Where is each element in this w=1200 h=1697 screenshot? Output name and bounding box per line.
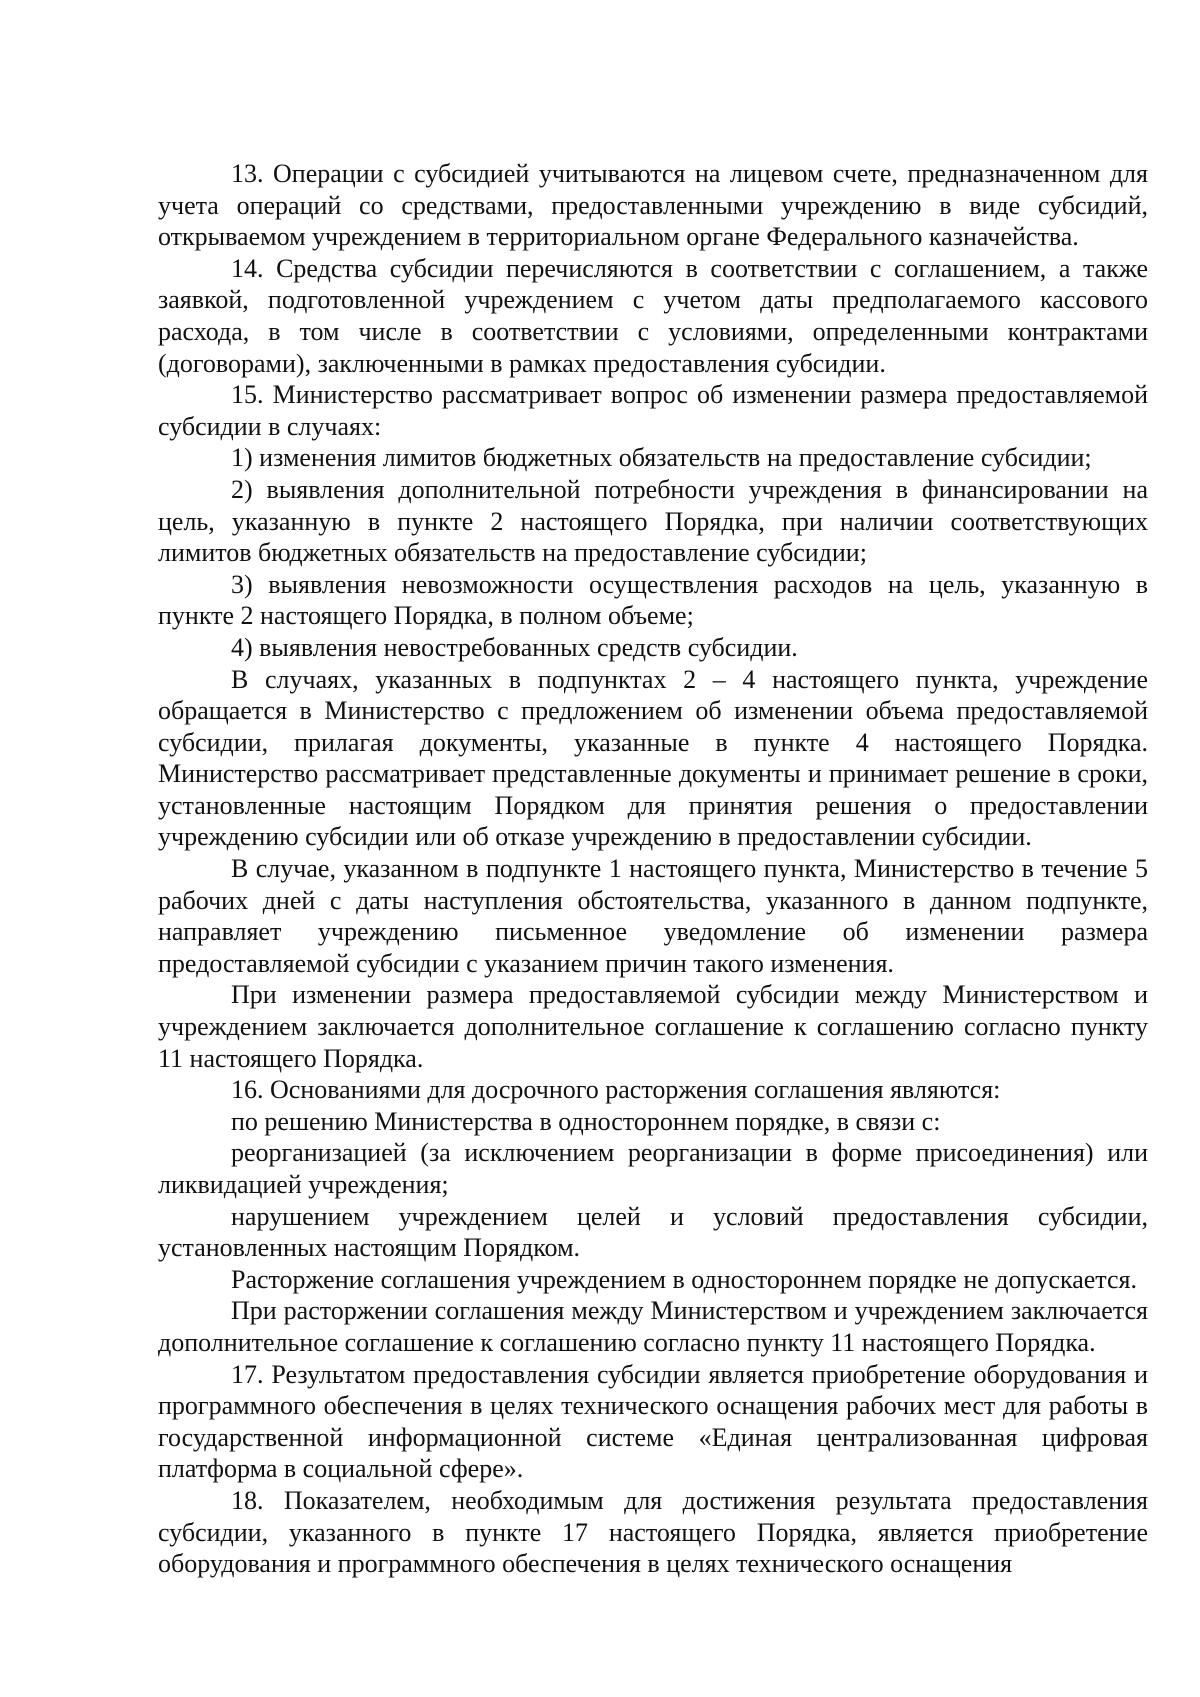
paragraph-15-item-3: 3) выявления невозможности осуществления расходов на цель, указанную в пункте 2 настоящего Порядка, в полном объеме; [158, 569, 1148, 631]
paragraph-16-termination-agreement: При расторжении соглашения между Министерством и учреждением заключается дополнительное соглашение к соглашению согласно пункту 11 настоящего Порядка. [158, 1296, 1148, 1357]
paragraph-16-violation: нарушением учреждением целей и условий предоставления субсидии, установленных настоящим Порядком. [158, 1201, 1148, 1263]
paragraph-16-unilateral-not-allowed: Расторжение соглашения учреждением в одностороннем порядке не допускается. [231, 1264, 1137, 1294]
paragraph-16-reorganization: реорганизацией (за исключением реорганизации в форме присоединения) или ликвидацией учреждения; [158, 1138, 1148, 1199]
paragraph-16: 16. Основаниями для досрочного расторжения соглашения являются: [231, 1075, 1001, 1105]
paragraph-14: 14. Средства субсидии перечисляются в соответствии с соглашением, а также заявкой, подготовленной учреждением с учетом даты предполагаемого кассового расхода, в том числе в соответствии с условиями, определенными контрактами (договорами), заключенными в рамках предоставления субсидии. [158, 253, 1148, 378]
paragraph-15-cases-2-4: В случаях, указанных в подпунктах 2 – 4 настоящего пункта, учреждение обращается в Министерство с предложением об изменении объема предоставляемой субсидии, прилагая документы, указанные в пункте 4 настоящего Порядка. Министерство рассматривает представленные документы и принимает решение в сроки, установленные настоящим Порядком для принятия решения о предоставлении учреждению субсидии или об отказе учреждению в предоставлении субсидии. [158, 664, 1148, 852]
paragraph-15-item-4: 4) выявления невостребованных средств субсидии. [231, 632, 798, 662]
paragraph-15-item-2: 2) выявления дополнительной потребности учреждения в финансировании на цель, указанную в пункте 2 настоящего Порядка, при наличии соответствующих лимитов бюджетных обязательств на предоставление субсидии; [158, 474, 1148, 568]
paragraph-15-item-1: 1) изменения лимитов бюджетных обязательств на предоставление субсидии; [231, 443, 1092, 473]
paragraph-17: 17. Результатом предоставления субсидии является приобретение оборудования и программного обеспечения в целях технического оснащения рабочих мест для работы в государственной информационной системе «Единая централизованная цифровая платформа в социальной сфере». [158, 1359, 1148, 1484]
paragraph-18: 18. Показателем, необходимым для достижения результата предоставления субсидии, указанного в пункте 17 настоящего Порядка, является приобретение оборудования и программного обеспечения в целях технического оснащения [158, 1485, 1148, 1579]
paragraph-13: 13. Операции с субсидией учитываются на лицевом счете, предназначенном для учета операций со средствами, предоставленными учреждению в виде субсидий, открываемом учреждением в территориальном органе Федерального казначейства. [158, 159, 1148, 252]
paragraph-16-ministry-decision: по решению Министерства в одностороннем порядке, в связи с: [231, 1106, 941, 1136]
paragraph-15-case-1: В случае, указанном в подпункте 1 настоящего пункта, Министерство в течение 5 рабочих дней с даты наступления обстоятельства, указанного в данном подпункте, направляет учреждению письменное уведомление об изменении размера предоставляемой субсидии с указанием причин такого изменения. [158, 854, 1148, 978]
paragraph-15-additional-agreement: При изменении размера предоставляемой субсидии между Министерством и учреждением заключается дополнительное соглашение к соглашению согласно пункту 11 настоящего Порядка. [158, 980, 1148, 1073]
paragraph-15: 15. Министерство рассматривает вопрос об изменении размера предоставляемой субсидии в случаях: [158, 380, 1148, 441]
document-body [158, 158, 1148, 1580]
